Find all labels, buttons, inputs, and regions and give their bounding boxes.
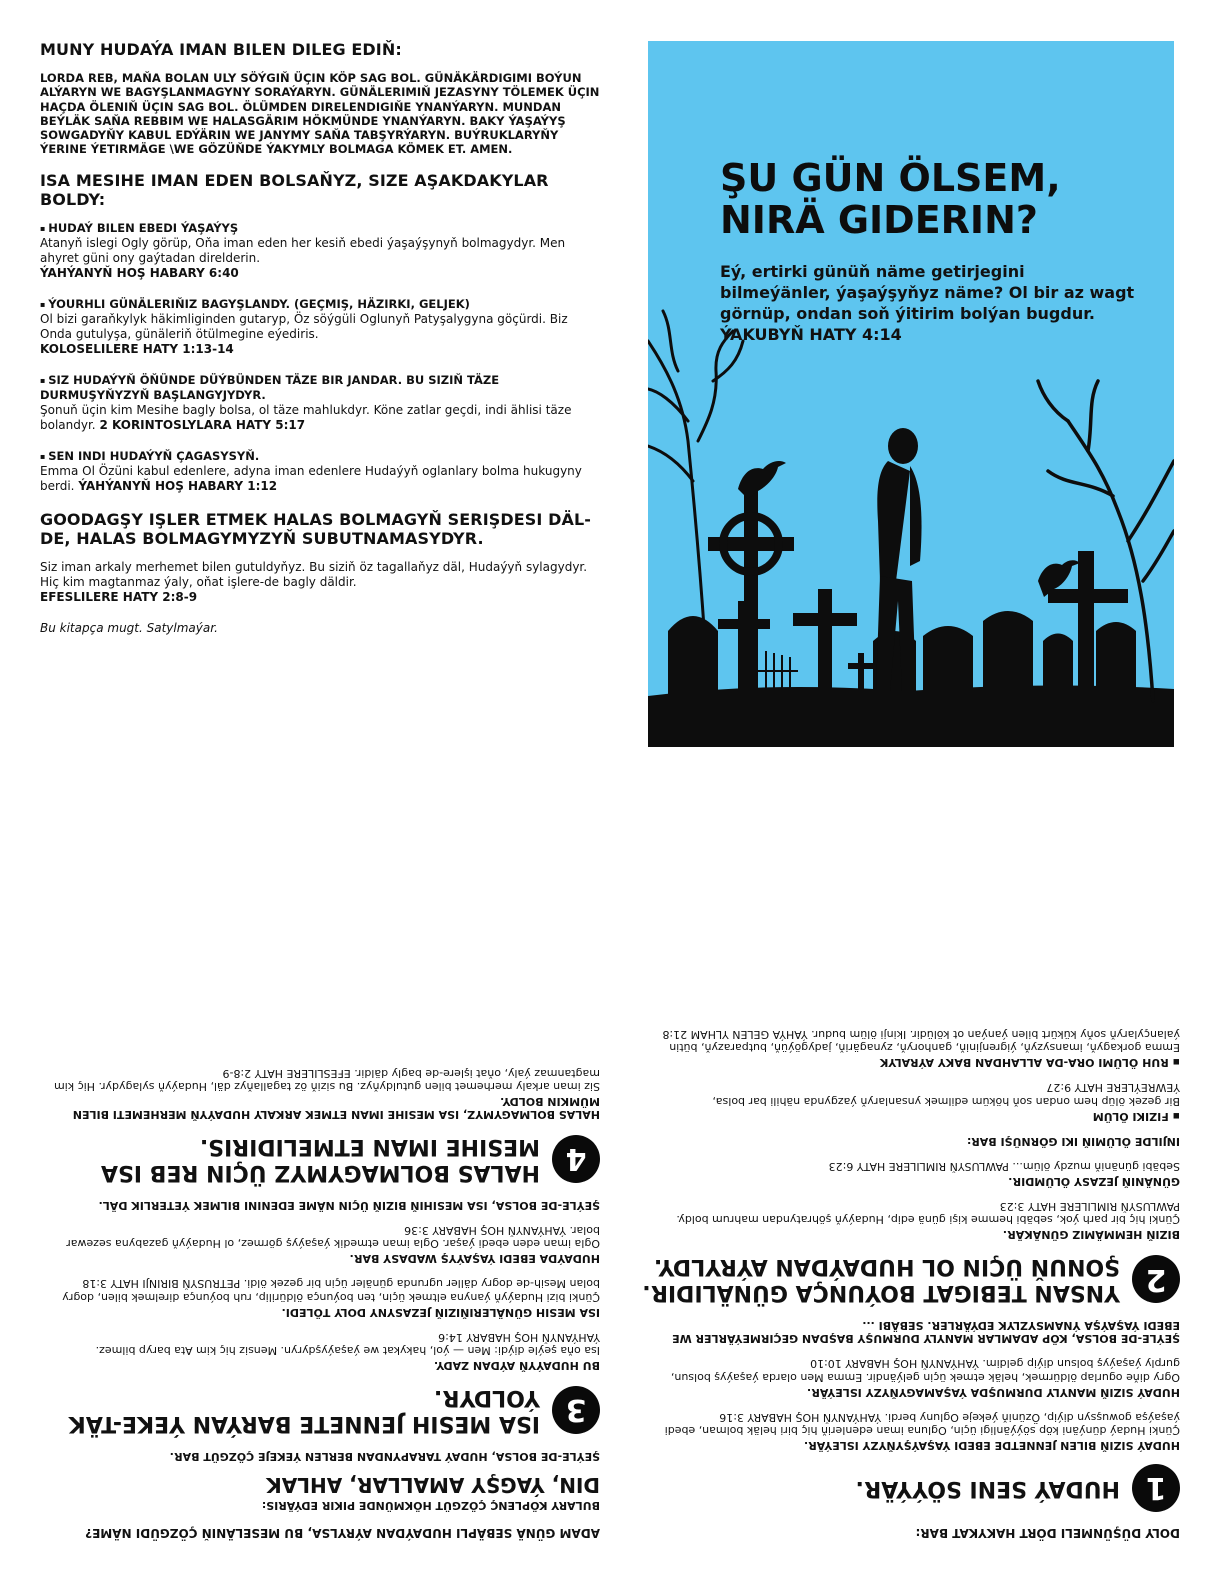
p2-bullet-2-title: ▪ RUH ÖLÜMI ORA-DA ALLAHDAN BAKY AÝRALYK xyxy=(879,1056,1180,1070)
benefit-2-text: Ol bizi garaňkylyk häkimliginden gutaryp, Öz söýgüli Oglunyň Patyşalygyna göçürdi. Biz Onda gutulyşa, günäleriň ötülmegine eýediris. KOLOSELILERE HATY 1:13-14 xyxy=(40,311,568,356)
point-3-number: 3 xyxy=(552,1386,600,1434)
cemetery-silhouette xyxy=(648,41,1174,747)
benefit-3-text: Şonuň üçin kim Mesihe bagly bolsa, ol täze mahlukdyr. Köne zatlar geçdi, indi ählisi täze bolandyr. 2 KORINTOSLYLARA HATY 5:17 xyxy=(40,402,572,432)
p3-text-1: Isa oňa şeýle diýdi: Men — ýol, hakykat we ýaşaýyşdyryn. Mensiz hiç kim Ata baryp bilmez. ÝAHÝANYŇ HOŞ HABARY 14:6 xyxy=(95,1330,600,1357)
p4-heading-1: HALAS BOLMAGYMYZ, ISA MESIHE IMAN ETMEK ARKALY HUDAÝYŇ MERHEMETI BILEN MÜMKIN BOLDY. xyxy=(72,1094,600,1121)
benefit-4-title: ▪ SEN INDI HUDAÝYŇ ÇAGASYSYŇ. xyxy=(40,449,600,464)
p2-heading-3: INJILDE ÖLÜMIŇ IKI GÖRNÜŞI BAR: xyxy=(966,1134,1180,1148)
p3-text-3: Ogla iman eden ebedi ýaşar. Ogla iman etmedik ýaşaýyş görmez, ol Hudaýyň gazabyna sezewar bolar. ÝAHÝANYŇ HOŞ HABARY 3:36 xyxy=(66,1223,600,1251)
point-3-header xyxy=(40,1384,600,1436)
point-1-header xyxy=(640,1464,1180,1512)
solution-question: ADAM GÜNÄ SEBÄPLI HUDAÝDAN AÝRYLSA, BU MESELÄNIŇ ÇÖZGÜDI NÄME? xyxy=(85,1526,600,1540)
cover-verse: Eý, ertirki günüň näme getirjegini bilmeýänler, ýaşaýşyňyz näme? Ol bir az wagt görnüp, ondan soň ýitirim bolýan bugdur. ÝAKUBYŇ HATY 4:14 xyxy=(720,262,1135,344)
p2-bullet-2-text: Emma gorkagyň, imansyzyň, ýigrenjiniň, ganhoryň, zynagäriň, jadygöýüň, butparazyň, bütin ýalançylaryň soňy kükürt bilen ýanýan ot kölüdir. Ikinji ölüm budur. ÝAHÝA GELEN YLHAM 21:8 xyxy=(662,1027,1180,1055)
common-solutions-label: BULARY KÖPLENÇ ÇÖZGÜT HÖKMÜNDE PIKIR EDÝÄRIS: xyxy=(261,1499,600,1512)
free-note: Bu kitapça mugt. Satylmaýar. xyxy=(40,620,218,635)
p1-text-2: Ogry diňe ogurlap öldürmek, heläk etmek üçin gelýändir. Emma Men olarda ýaşaýyş bolsun, gurply ýaşaýyş bolsun diýip geldim. ÝAHÝANYŇ HOŞ HABARY 10:10 xyxy=(670,1357,1180,1384)
point-2-title: YNSAN TEBIGAT BOÝUNÇA GÜNÄLIDIR. ŞONUŇ ÜÇIN OL HUDAÝDAN AÝRYLDY. xyxy=(642,1254,1120,1306)
p4-text-1: Siz iman arkaly merhemet bilen gutuldyňyz. Bu siziň öz tagallaňyz däl, Hudaýyň sylagydyr. Hiç kim magtanmaz ýaly, oňat işlere-de bagly däldir. EFESLILERE HATY 2:8-9 xyxy=(54,1066,600,1093)
p1-heading-1: HUDAÝ SIZIŇ BILEN JENNETDE EBEDI ÝAŞAÝŞYŇYZY ISLEÝÄR. xyxy=(803,1439,1180,1452)
p2-heading-2: GÜNÄNIŇ JEZASY ÖLÜMDIR. xyxy=(1008,1174,1180,1188)
p3-text-2: Çünki bizi Hudaýyň ýanyna eltmek üçin, ten boýunça öldürilip, ruh boýunça direlmek bilen, dogry bolan Mesih-de dogry däller ugrunda günäler üçin bir gezek öldi. PETRUSYŇ BIRINJI HATY 3:18 xyxy=(62,1277,600,1304)
p2-text-1: Çünki hiç bir parh ýok, sebäbi hemme kişi günä edip, Hudaýyň şöhratyndan mahrum boldy. PAWLUSYŇ RIMLILERE HATY 3:23 xyxy=(676,1199,1180,1227)
truths-panel-3-4 xyxy=(40,800,600,1540)
p2-bullet-1-title: ▪ FIZIKI ÖLÜM xyxy=(1092,1109,1180,1123)
prayer-panel xyxy=(40,40,600,760)
p2-heading-1: BIZIŇ HEMMÄMIZ GÜNÄKÄR. xyxy=(1002,1228,1180,1242)
cover-title: ŞU GÜN ÖLSEM, NIRÄ GIDERIN? xyxy=(720,156,1061,242)
benefits-heading: ISA MESIHE IMAN EDEN BOLSAŇYZ, SIZE AŞAKDAKYLAR BOLDY: xyxy=(40,170,549,209)
four-truths-intro: DOLY DÜŞÜNMELI DÖRT HAKYKAT BAR: xyxy=(915,1526,1180,1540)
benefit-2-title: ▪ ÝOURHLI GÜNÄLERIŇIZ BAGYŞLANDY. (GEÇMIŞ, HÄZIRKI, GELJEK) xyxy=(40,297,600,312)
prayer-text: LORDA REB, MAŇA BOLAN ULY SÖÝGIŇ ÜÇIN KÖP SAG BOL. GÜNÄKÄRDIGIMI BOÝUN ALÝARYN WE BAGYŞLANMAGYNY SORAÝARYN. GÜNÄLERIMIŇ JEZASYNY TÖLEMEK ÜÇIN HAÇDA ÖLENIŇ ÜÇIN SAG BOL. ÖLÜMDEN DIRELENDIGIŇE YNANÝARYN. MUNDAN BEÝLÄK SAŇA REBBIM WE HALASGÄRIM HÖKMÜNDE YNANÝARYN. BAKY ÝAŞAÝYŞ SOWGADYŇY KABUL EDÝÄRIN WE JANYMY SAŇA TABŞYRÝARYN. BUÝRUKLARYŇY ÝERINE ÝETIRMÄGE \WE GÖZÜŇDE ÝAKYMLY BOLMAGA KÖMEK ET. AMEN. xyxy=(40,71,600,157)
benefit-1-text: Atanyň islegi Ogly görüp, Oňa iman eden her kesiň ebedi ýaşaýşynyň bolmagydyr. Men ahyret güni ony gaýtadan direlderin. ÝAHÝANYŇ HOŞ HABARY 6:40 xyxy=(40,235,566,280)
p1-text-1: Çünki Hudaý dünýäni köp söýýänligi üçin, Oglunа iman edenleriň hiç biri heläk bolman, ebedi ýaşaýşa gowuşsyn diýip, Özüniň ýekeje Ogluny berdi. ÝAHÝANYŇ HOŞ HABARY 3:16 xyxy=(664,1410,1180,1437)
p2-bullet-1-text: Bir gezek ölüp hem ondan soň höküm edilmek ynsanlaryň ýazgynda nähili bar bolsa, ÝEWREÝLERE HATY 9:27 xyxy=(712,1081,1180,1108)
point-4-header xyxy=(40,1133,600,1185)
point-3-title: ISA MESIH JENNETE BARÝAN ÝEKE-TÄK ÝOLDYR. xyxy=(68,1385,540,1436)
p3-heading-4: ŞEÝLE-DE BOLSA, ISA MESIHIŇ BIZIŇ ÜÇIN NÄME EDENINI BILMEK ÝETERLIK DÄL. xyxy=(98,1198,600,1212)
prayer-heading: MUNY HUDAÝA IMAN BILEN DILEG EDIŇ: xyxy=(40,40,402,59)
one-solution-text: ŞEÝLE-DE BOLSA, HUDAÝ TARAPYNDAN BERLEN ÝEKEJE ÇÖZGÜT BAR. xyxy=(169,1450,600,1463)
point-2-number: 2 xyxy=(1132,1255,1180,1303)
point-4-number: 4 xyxy=(552,1135,600,1183)
p1-heading-3: ŞEÝLE-DE BOLSA, KÖP ADAMLAR MANYLY DURMUŞY BAŞDAN GEÇIRMEÝÄRLER WE EBEDI ÝAŞAÝŞA ÝNAMSYZLYK EDÝÄRLER. SEBÄBI ... xyxy=(672,1319,1180,1346)
p3-heading-2: ISA MESIH GÜNÄLERIŇIZIŇ JEZASYNY DOLY TÖLEDI. xyxy=(281,1305,600,1319)
point-1-title: HUDAÝ SENI SÖÝÝÄR. xyxy=(855,1476,1120,1501)
works-heading: GOODAGŞY IŞLER ETMEK HALAS BOLMAGYŇ SERIŞDESI DÄL-DE, HALAS BOLMAGYMYZYŇ SUBUTNAMASYDYR. xyxy=(40,509,592,548)
point-1-number: 1 xyxy=(1132,1464,1180,1512)
truths-panel-1-2 xyxy=(640,800,1180,1540)
cover-panel xyxy=(648,41,1174,747)
grace-text: Siz iman arkaly merhemet bilen gutuldyňyz. Bu siziň öz tagallaňyz däl, Hudaýyň sylagydyr. Hiç kim magtanmaz ýaly, oňat işlere-de bagly däldir. EFESLILERE HATY 2:8-9 xyxy=(40,559,588,604)
p1-heading-2: HUDAÝ SIZIŇ MANYLY DURMUŞDA ÝAŞAMAGYŇYZY ISLEÝÄR. xyxy=(806,1385,1180,1399)
point-4-title: HALAS BOLMAGYMYZ ÜÇIN REB ISA MESIHE IMAN ETMELIDIRIS. xyxy=(100,1133,540,1185)
p3-heading-3: HUDAÝDA EBEDI ÝAŞAÝYŞ WADASY BAR. xyxy=(349,1252,600,1266)
point-2-header xyxy=(640,1253,1180,1305)
p3-heading-1: BU HUDAÝYŇ AÝDAN ZADY. xyxy=(433,1359,600,1372)
p2-text-2: Sebäbi günäniň muzdy ölüm... PAWLUSYŇ RIMLILERE HATY 6:23 xyxy=(828,1159,1180,1173)
benefit-3-title: ▪ SIZ HUDAÝYŇ ÖŇÜNDE DÜÝBÜNDEN TÄZE BIR JANDAR. BU SIZIŇ TÄZE DURMUŞYŇYZYŇ BAŞLANGYJYDYR. xyxy=(40,373,600,403)
benefit-1-title: ▪ HUDAÝ BILEN EBEDI ÝAŞAÝYŞ xyxy=(40,221,600,236)
benefit-4-text: Emma Ol Özüni kabul edenlere, adyna iman edenlere Hudaýyň oglanlary bolma hukugyny berdi. ÝAHÝANYŇ HOŞ HABARY 1:12 xyxy=(40,463,582,493)
common-solutions: DIN, ÝAGŞY AMALLAR, AHLAK xyxy=(266,1473,600,1497)
